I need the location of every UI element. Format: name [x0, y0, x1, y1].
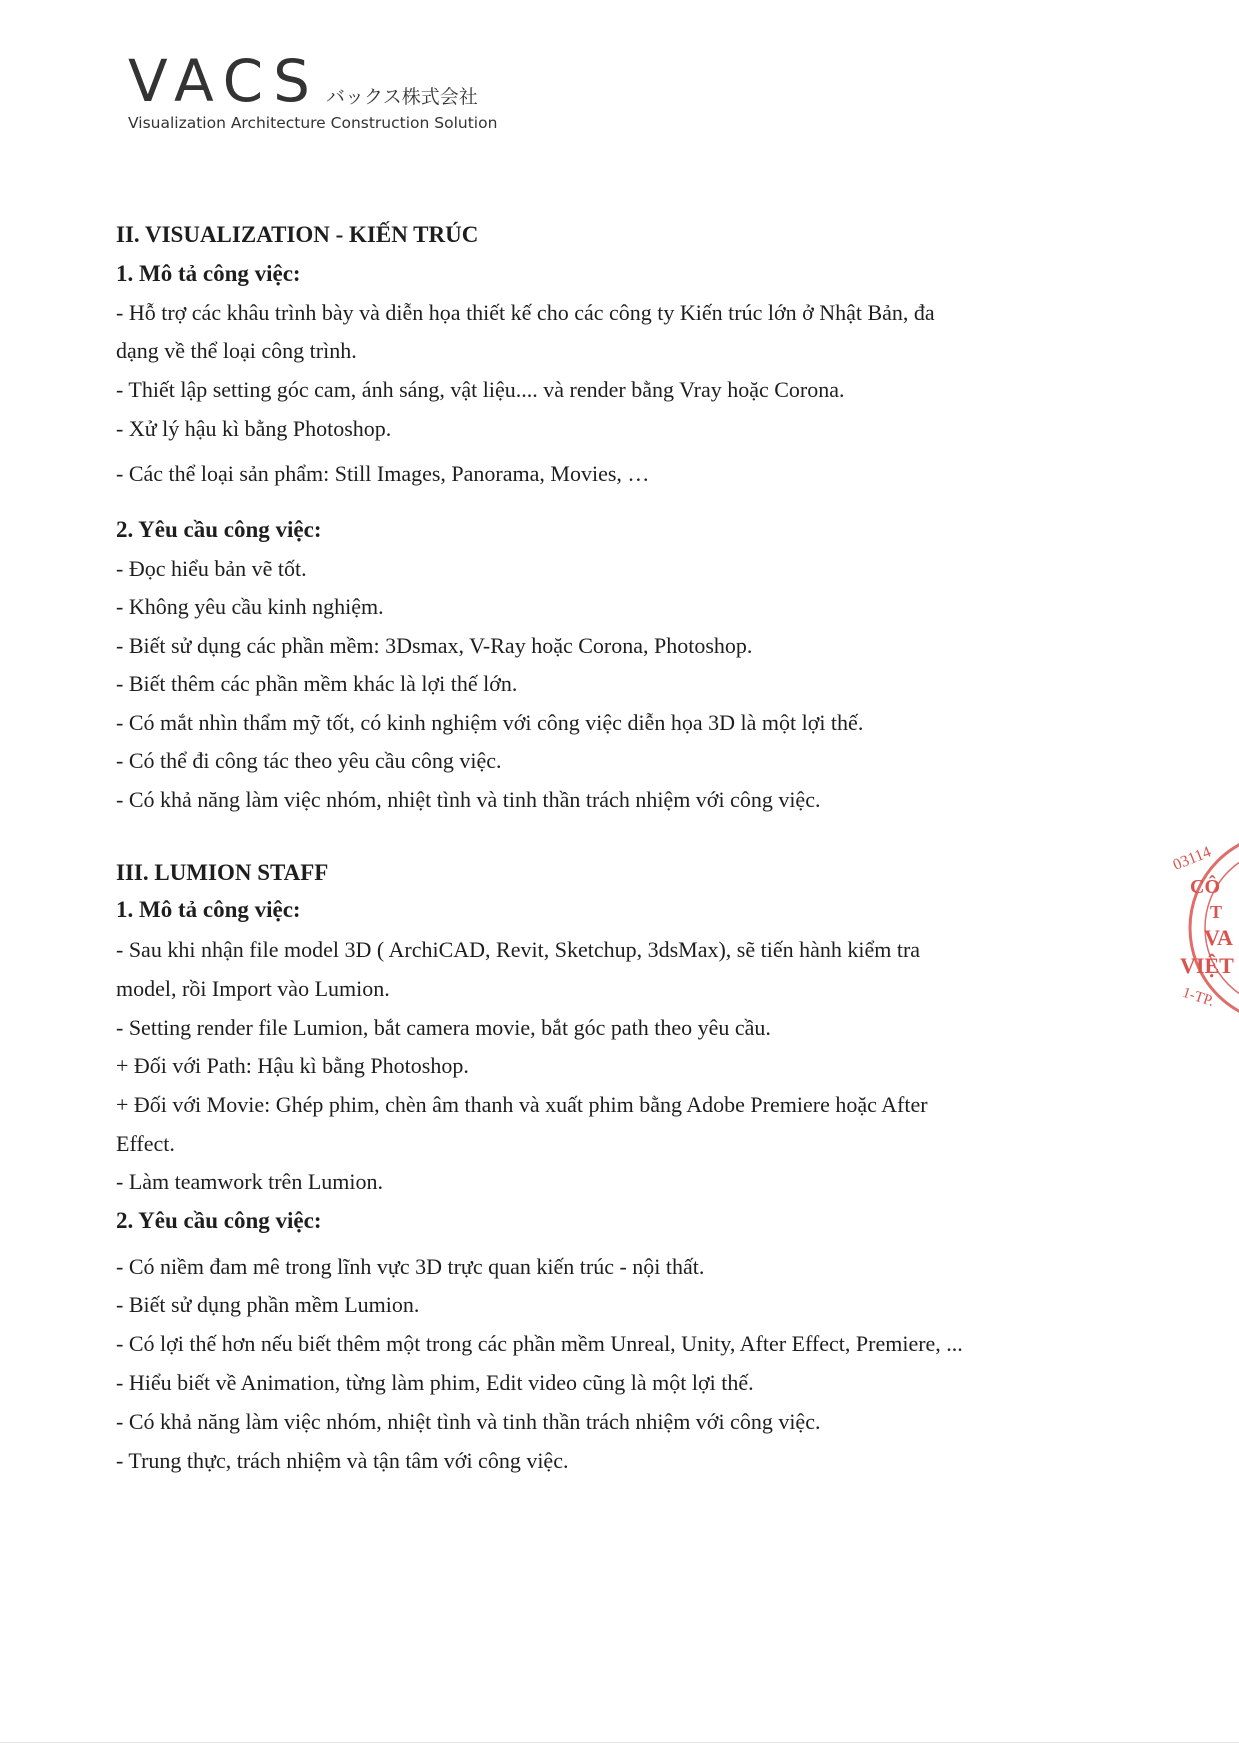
subsection-title: 2. Yêu cầu công việc:: [116, 517, 322, 542]
logo-tagline: Visualization Architecture Construction Solution: [128, 114, 498, 132]
seal-text: CÔ: [1190, 876, 1220, 898]
body-line: - Xử lý hậu kì bằng Photoshop.: [116, 416, 392, 441]
body-line: - Biết sử dụng các phần mềm: 3Dsmax, V-Ray hoặc Corona, Photoshop.: [116, 633, 753, 658]
seal-text: 03114: [1170, 843, 1214, 875]
body-line: - Trung thực, trách nhiệm và tận tâm với công việc.: [116, 1448, 569, 1473]
subsection-title: 2. Yêu cầu công việc:: [116, 1208, 322, 1233]
body-line: + Đối với Path: Hậu kì bằng Photoshop.: [116, 1053, 469, 1078]
body-line: - Biết sử dụng phần mềm Lumion.: [116, 1292, 420, 1317]
body-line: - Hỗ trợ các khâu trình bày và diễn họa thiết kế cho các công ty Kiến trúc lớn ở Nhật Bản, đa: [116, 300, 935, 325]
body-line: - Làm teamwork trên Lumion.: [116, 1169, 383, 1194]
seal-text: 1-TP.: [1180, 984, 1216, 1010]
seal-text: T: [1210, 902, 1223, 922]
subsection-title: 1. Mô tả công việc:: [116, 261, 301, 286]
body-line: - Không yêu cầu kinh nghiệm.: [116, 594, 384, 619]
seal-text: VIỆT: [1180, 953, 1234, 978]
body-line: - Có niềm đam mê trong lĩnh vực 3D trực quan kiến trúc - nội thất.: [116, 1254, 705, 1279]
company-header: [128, 47, 498, 132]
body-line: - Có mắt nhìn thẩm mỹ tốt, có kinh nghiệm với công việc diễn họa 3D là một lợi thế.: [116, 710, 864, 735]
section-title: III. LUMION STAFF: [116, 860, 329, 885]
logo: [128, 47, 497, 115]
document-body: [116, 218, 1096, 1480]
logo-japanese-name: バックス株式会社: [325, 86, 478, 108]
body-line: - Sau khi nhận file model 3D ( ArchiCAD, Revit, Sketchup, 3dsMax), sẽ tiến hành kiểm tra: [116, 937, 921, 962]
company-seal: [1160, 818, 1239, 1038]
body-line: - Hiểu biết về Animation, từng làm phim, Edit video cũng là một lợi thế.: [116, 1370, 754, 1395]
subsection-title: 1. Mô tả công việc:: [116, 897, 301, 922]
body-line: - Các thể loại sản phẩm: Still Images, Panorama, Movies, …: [116, 461, 650, 486]
body-line: - Biết thêm các phần mềm khác là lợi thế lớn.: [116, 671, 518, 696]
body-line: - Thiết lập setting góc cam, ánh sáng, vật liệu.... và render bằng Vray hoặc Corona.: [116, 377, 845, 402]
page-bottom-edge: [0, 1742, 1239, 1743]
body-line: dạng về thể loại công trình.: [116, 338, 357, 363]
body-line: - Đọc hiểu bản vẽ tốt.: [116, 556, 307, 581]
body-line: Effect.: [116, 1131, 175, 1156]
seal-text: VA: [1204, 925, 1233, 950]
body-line: - Setting render file Lumion, bắt camera movie, bắt góc path theo yêu cầu.: [116, 1015, 771, 1040]
body-line: - Có lợi thế hơn nếu biết thêm một trong các phần mềm Unreal, Unity, After Effect, Premiere, ...: [116, 1331, 963, 1356]
section-title: II. VISUALIZATION - KIẾN TRÚC: [116, 222, 479, 247]
logo-text: VACS: [128, 47, 320, 115]
body-line: + Đối với Movie: Ghép phim, chèn âm thanh và xuất phim bằng Adobe Premiere hoặc After: [116, 1092, 928, 1117]
body-line: - Có khả năng làm việc nhóm, nhiệt tình và tinh thần trách nhiệm với công việc.: [116, 787, 821, 812]
body-line: - Có khả năng làm việc nhóm, nhiệt tình và tinh thần trách nhiệm với công việc.: [116, 1409, 821, 1434]
body-line: - Có thể đi công tác theo yêu cầu công việc.: [116, 748, 502, 773]
body-line: model, rồi Import vào Lumion.: [116, 976, 390, 1001]
